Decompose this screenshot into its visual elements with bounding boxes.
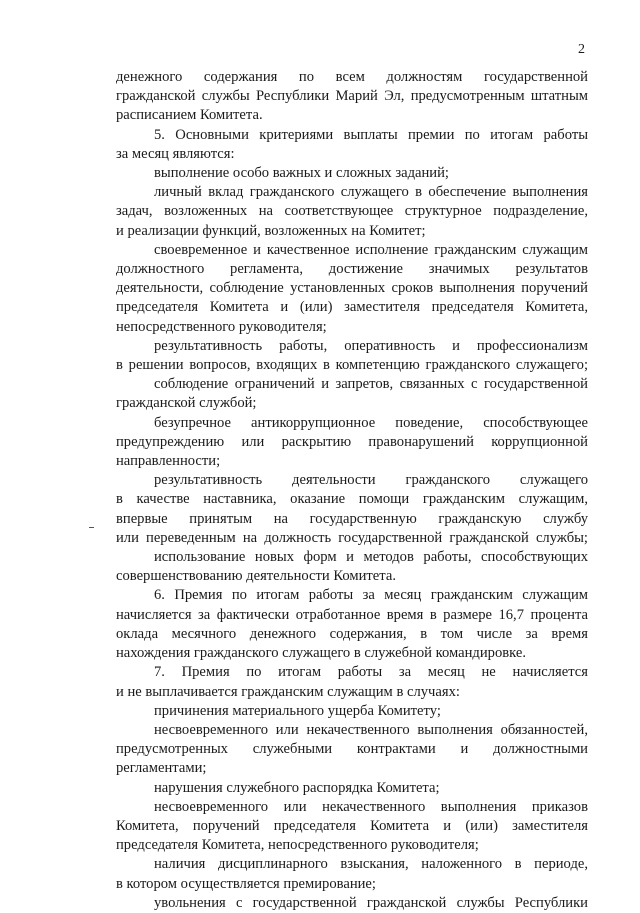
text-line: 7. Премия по итогам работы за месяц не начисляется [154,664,588,681]
text-line: Комитета, поручений председателя Комитета и (или) заместителя [116,817,588,834]
text-line: увольнения с государственной гражданской службы Республики [154,894,588,911]
text-line: начисляется за фактически отработанное время в размере 16,7 процента [116,606,588,623]
text-line: результативность работы, оперативность и профессионализм [154,337,588,354]
text-line: гражданской службы Республики Марий Эл, предусмотренным штатным [116,88,588,105]
text-line: личный вклад гражданского служащего в обеспечение выполнения [154,184,588,201]
text-line: безупречное антикоррупционное поведение, способствующее [154,414,588,431]
text-line: в качестве наставника, оказание помощи гражданским служащим, [116,491,588,508]
text-line: должностного регламента, достижение значимых результатов [116,261,588,278]
text-line: и не выплачивается гражданским служащим в случаях: [116,683,460,700]
text-line: совершенствованию деятельности Комитета. [116,568,396,585]
text-line: гражданской службой; [116,395,257,412]
text-line: своевременное и качественное исполнение гражданским служащим [154,241,588,258]
text-line: использование новых форм и методов работы, способствующих [154,549,588,566]
text-line: причинения материального ущерба Комитету; [154,702,441,719]
text-line: расписанием Комитета. [116,107,263,124]
page-number: 2 [578,42,585,57]
text-line: задач, возложенных на соответствующее структурное подразделение, [116,203,588,220]
text-line: 5. Основными критериями выплаты премии по итогам работы [154,126,588,143]
margin-mark [89,527,94,528]
text-line: за месяц являются: [116,145,235,162]
text-line: деятельности, соблюдение установленных сроков выполнения поручений [116,280,588,297]
text-line: соблюдение ограничений и запретов, связанных с государственной [154,376,588,393]
text-line: непосредственного руководителя; [116,318,327,335]
text-line: направленности; [116,453,221,470]
text-line: регламентами; [116,760,207,777]
text-line: наличия дисциплинарного взыскания, наложенного в периоде, [154,856,588,873]
text-line: оклада месячного денежного содержания, в том числе за время [116,625,588,642]
text-line: 6. Премия по итогам работы за месяц гражданским служащим [154,587,588,604]
text-line: денежного содержания по всем должностям государственной [116,69,588,85]
text-line: нахождения гражданского служащего в служебной командировке. [116,645,527,662]
text-line: председателя Комитета, непосредственного руководителя; [116,837,479,854]
text-line: или переведенным на должность государственной гражданской службы; [116,529,588,546]
text-line: в котором осуществляется премирование; [116,875,376,892]
text-line: и реализации функций, возложенных на Комитет; [116,222,426,239]
text-line: в решении вопросов, входящих в компетенцию гражданского служащего; [116,357,588,374]
text-line: предупреждению или раскрытию правонарушений коррупционной [116,433,588,450]
document-body [116,68,588,913]
text-line: несвоевременного или некачественного выполнения приказов [154,798,588,815]
text-line: выполнение особо важных и сложных заданий; [154,165,449,182]
text-line: нарушения служебного распорядка Комитета; [154,779,440,796]
text-line: предусмотренных служебными контрактами и должностными [116,741,588,758]
text-line: впервые принятым на государственную гражданскую службу [116,510,588,527]
text-line: председателя Комитета и (или) заместителя председателя Комитета, [116,299,588,316]
text-line: несвоевременного или некачественного выполнения обязанностей, [154,721,588,738]
text-line: результативность деятельности гражданского служащего [154,472,588,489]
